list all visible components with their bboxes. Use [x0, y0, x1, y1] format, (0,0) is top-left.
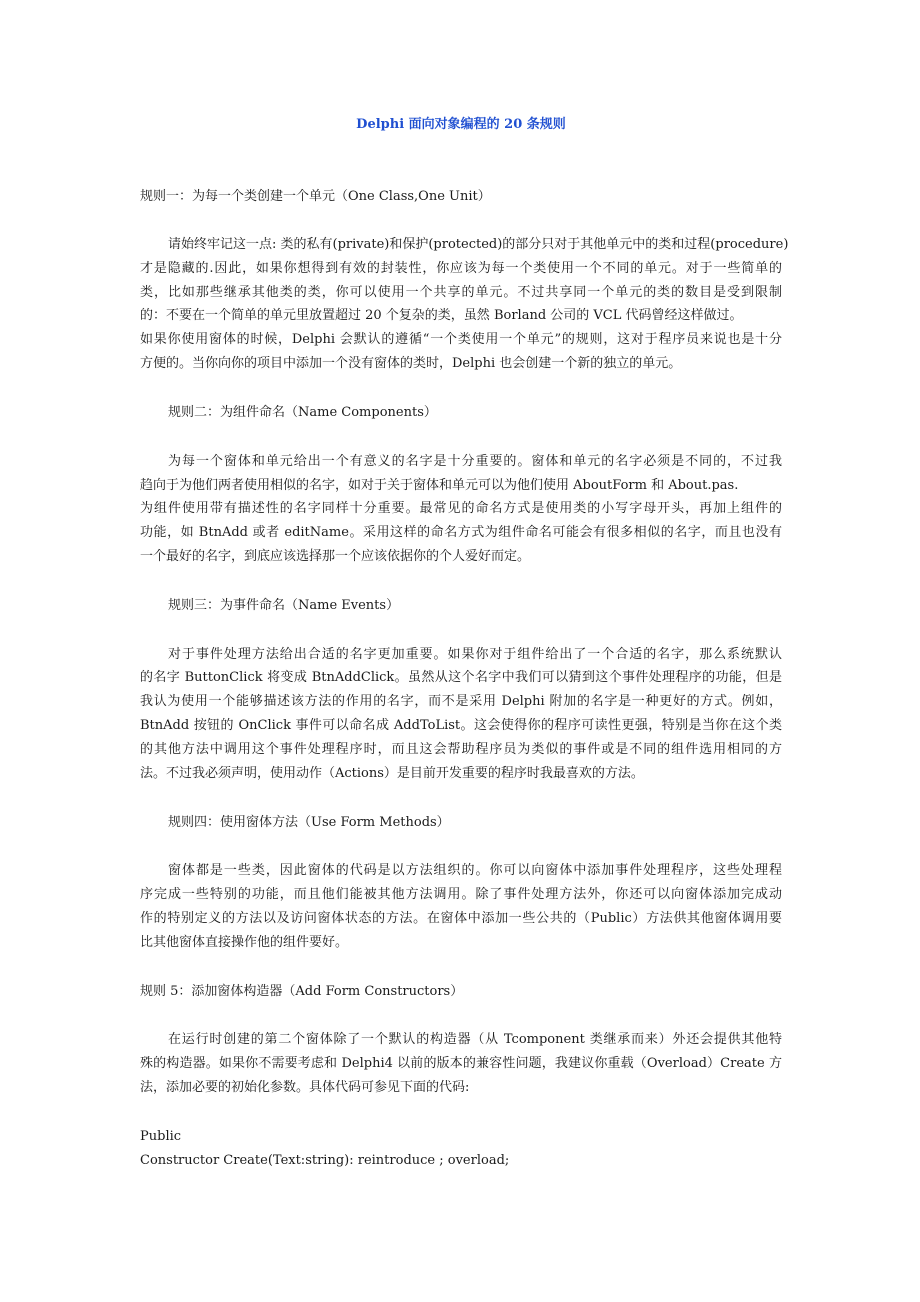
code-line: Public — [140, 1129, 182, 1144]
rule3-line: 法。不过我必须声明，使用动作（Actions）是目前开发重要的程序时我最喜欢的方法。 — [140, 766, 644, 781]
rule3-line: 我认为使用一个能够描述该方法的作用的名字，而不是采用 Delphi 附加的名字是一种更好的方式。例如， — [140, 694, 782, 709]
rule1-line: 请始终牢记这一点: 类的私有(private)和保护(protected)的部分只对于其他单元中的类和过程(procedure) — [168, 237, 789, 252]
rule2-line: 一个最好的名字，到底应该选择那一个应该依据你的个人爱好而定。 — [140, 549, 531, 564]
rule1-line: 方便的。当你向你的项目中添加一个没有窗体的类时，Delphi 也会创建一个新的独立的单元。 — [140, 356, 682, 371]
rule1-heading: 规则一：为每一个类创建一个单元（One Class,One Unit） — [140, 189, 491, 204]
rule2-line: 为每一个窗体和单元给出一个有意义的名字是十分重要的。窗体和单元的名字必须是不同的，不过我 — [168, 454, 782, 469]
rule4-line: 比其他窗体直接操作他的组件要好。 — [140, 935, 349, 950]
rule3-line: BtnAdd 按钮的 OnClick 事件可以命名成 AddToList。这会使得你的程序可读性更强，特别是当你在这个类 — [140, 718, 782, 733]
rule5-line: 在运行时创建的第二个窗体除了一个默认的构造器（从 Tcomponent 类继承而来）外还会提供其他特 — [168, 1032, 782, 1047]
rule4-line: 序完成一些特别的功能，而且他们能被其他方法调用。除了事件处理方法外，你还可以向窗体添加完成动 — [140, 887, 782, 902]
rule5-line: 法，添加必要的初始化参数。具体代码可参见下面的代码: — [140, 1080, 470, 1095]
rule2-heading: 规则二：为组件命名（Name Components） — [168, 405, 437, 420]
document-title: Delphi 面向对象编程的 20 条规则 — [356, 117, 566, 132]
rule2-line: 功能，如 BtnAdd 或者 editName。采用这样的命名方式为组件命名可能会有很多相似的名字，而且也没有 — [140, 525, 782, 540]
rule1-line: 才是隐藏的.因此，如果你想得到有效的封装性，你应该为每一个类使用一个不同的单元。对于一些简单的 — [140, 261, 782, 276]
rule2-line: 为组件使用带有描述性的名字同样十分重要。最常见的命名方式是使用类的小写字母开头，再加上组件的 — [140, 501, 782, 516]
rule3-line: 的名字 ButtonClick 将变成 BtnAddClick。虽然从这个名字中我们可以猜到这个事件处理程序的功能，但是 — [140, 670, 782, 685]
rule3-line: 对于事件处理方法给出合适的名字更加重要。如果你对于组件给出了一个合适的名字，那么系统默认 — [168, 647, 782, 662]
rule3-heading: 规则三：为事件命名（Name Events） — [168, 598, 400, 613]
rule4-heading: 规则四：使用窗体方法（Use Form Methods） — [168, 815, 450, 830]
rule1-line: 如果你使用窗体的时候，Delphi 会默认的遵循“一个类使用一个单元”的规则，这对于程序员来说也是十分 — [140, 332, 782, 347]
rule1-line: 的：不要在一个简单的单元里放置超过 20 个复杂的类，虽然 Borland 公司的 VCL 代码曾经这样做过。 — [140, 308, 743, 323]
rule2-line: 趋向于为他们两者使用相似的名字，如对于关于窗体和单元可以为他们使用 AboutForm 和 About.pas. — [140, 478, 739, 493]
rule5-line: 殊的构造器。如果你不需要考虑和 Delphi4 以前的版本的兼容性问题，我建议你重载（Overload）Create 方 — [140, 1056, 782, 1071]
rule3-line: 的其他方法中调用这个事件处理程序时，而且这会帮助程序员为类似的事件或是不同的组件选用相同的方 — [140, 742, 782, 757]
rule5-heading: 规则 5：添加窗体构造器（Add Form Constructors） — [140, 984, 464, 999]
rule4-line: 窗体都是一些类，因此窗体的代码是以方法组织的。你可以向窗体中添加事件处理程序，这些处理程 — [168, 863, 782, 878]
rule4-line: 作的特别定义的方法以及访问窗体状态的方法。在窗体中添加一些公共的（Public）方法供其他窗体调用要 — [140, 911, 782, 926]
rule1-line: 类，比如那些继承其他类的类，你可以使用一个共享的单元。不过共享同一个单元的类的数目是受到限制 — [140, 285, 782, 300]
code-line: Constructor Create(Text:string): reintroduce ; overload; — [140, 1153, 510, 1168]
